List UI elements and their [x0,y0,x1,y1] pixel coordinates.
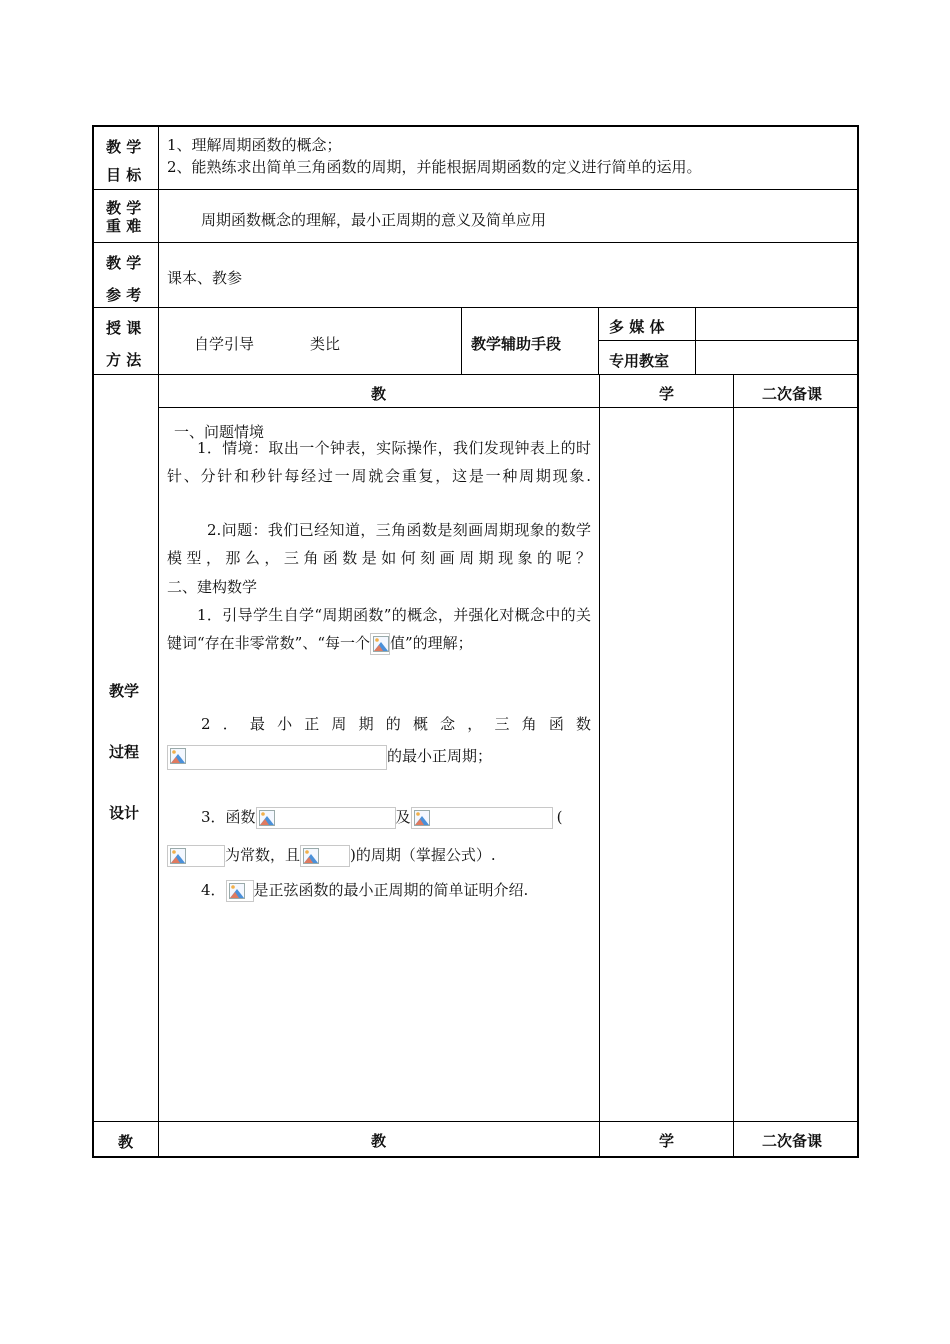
paragraph-5-line2 [167,842,496,868]
keypoints-text: 周期函数概念的理解，最小正周期的意义及简单应用 [201,211,547,229]
formula-image-placeholder [256,807,396,829]
goals-label-line2: 目 标 [106,166,142,184]
reference-text: 课本、教参 [167,269,243,287]
process-side-label-1: 教学 [109,682,140,700]
paragraph-3-text-a: 1．引导学生自学“周期函数”的概念，并强化对概念中的关键词“存在非零常数”、“每一个 [167,606,591,652]
classroom-label: 专用教室 [609,352,670,370]
col-learn-header: 学 [659,385,675,403]
process-side-label-2: 过程 [109,743,140,761]
broken-image-icon [370,633,390,655]
formula-image-placeholder [167,745,387,770]
method-1: 自学引导 [194,335,255,353]
goals-label-line1: 教 学 [106,138,142,156]
goal-item-2: 2、能熟练求出简单三角函数的周期，并能根据周期函数的定义进行简单的运用。 [167,158,702,176]
keypoints-label-line2: 重 难 [106,217,142,235]
method-label-line2: 方 法 [106,351,142,369]
paragraph-5-text-e: )的周期（掌握公式）. [350,846,496,864]
paragraph-6 [201,877,528,903]
multimedia-label: 多 媒 体 [609,318,665,336]
formula-image-placeholder [226,880,254,902]
paragraph-4-line1: 2．最小正周期的概念，三角函数 [201,715,591,733]
paragraph-1: 1．情境：取出一个钟表，实际操作，我们发现钟表上的时针、分针和秒针每经过一周就会重复，这是一种周期现象. [167,439,591,485]
process-side-label-3: 设计 [109,804,140,822]
method-label-line1: 授 课 [106,319,142,337]
footer-left-label: 教 [118,1133,134,1151]
section2-title: 二、建构数学 [167,578,258,596]
goal-item-1: 1、理解周期函数的概念； [167,136,342,154]
paragraph-4-text-b: 的最小正周期； [387,747,493,765]
formula-image-placeholder [300,845,350,867]
footer-learn-header: 学 [659,1132,675,1150]
section1-title: 一、问题情境 [174,423,265,441]
paragraph-5-text-c: ( [556,808,563,826]
col-teach-header: 教 [371,385,387,403]
paragraph-5-text-b: 及 [395,808,411,826]
paragraph-6-text-a: 4． [201,881,226,899]
paragraph-4-line2 [167,743,492,769]
paragraph-5-text-a: 3．函数 [201,808,256,826]
footer-second-header: 二次备课 [762,1132,823,1150]
paragraph-5-line1 [201,804,562,830]
formula-image-placeholder [411,807,553,829]
col-second-header: 二次备课 [762,385,823,403]
paragraph-2: 2.问题：我们已经知道，三角函数是刻画周期现象的数学模型，那么，三角函数是如何刻画周期现象的呢？ [167,521,591,567]
formula-image-placeholder [167,845,225,867]
paragraph-3-text-b: 值”的理解； [390,634,473,652]
paragraph-6-text-b: 是正弦函数的最小正周期的简单证明介绍. [253,881,529,899]
footer-teach-header: 教 [371,1132,387,1150]
paragraph-5-text-d: 为常数，且 [225,846,301,864]
method-2: 类比 [310,335,341,353]
reference-label-line2: 参 考 [106,286,142,304]
reference-label-line1: 教 学 [106,254,142,272]
keypoints-label-line1: 教 学 [106,199,142,217]
aid-label: 教学辅助手段 [471,335,562,353]
paragraph-3 [167,601,591,657]
